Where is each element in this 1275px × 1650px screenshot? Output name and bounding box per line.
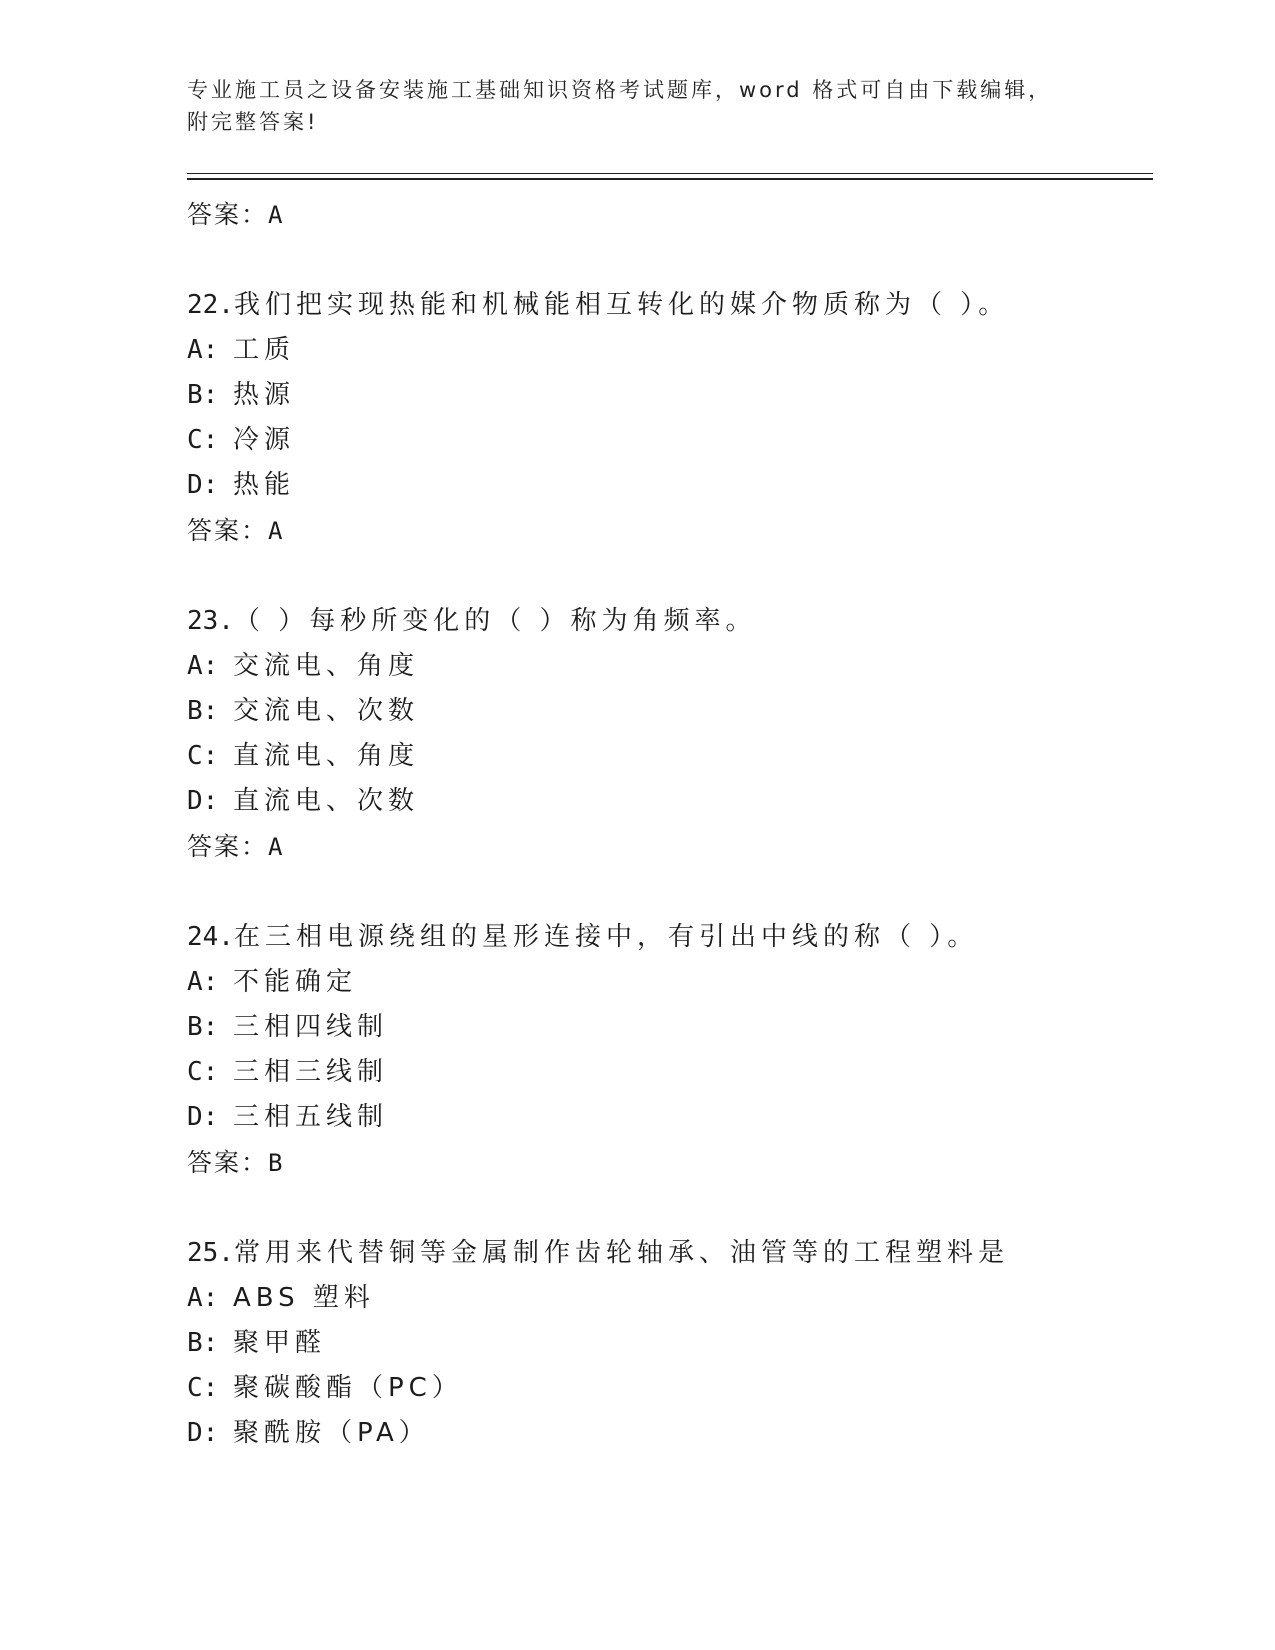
option-text: 热能 xyxy=(233,470,296,500)
option-key: B: xyxy=(187,1012,219,1042)
option-key: C: xyxy=(187,741,219,771)
question-title xyxy=(187,1231,1147,1276)
option-a xyxy=(187,960,1147,1005)
option-text: 不能确定 xyxy=(233,967,358,997)
option-c xyxy=(187,1050,1147,1095)
option-a xyxy=(187,328,1147,373)
question-text: 我们把实现热能和机械能相互转化的媒介物质称为（ ）。 xyxy=(233,290,1010,320)
option-text: 交流电、角度 xyxy=(233,651,420,681)
option-b xyxy=(187,689,1147,734)
option-key: D: xyxy=(187,470,219,500)
option-b xyxy=(187,1005,1147,1050)
option-text: 聚酰胺（PA） xyxy=(233,1418,430,1448)
option-key: B: xyxy=(187,380,219,410)
option-key: D: xyxy=(187,786,219,816)
answer-value: B xyxy=(268,1149,285,1177)
question-block xyxy=(187,283,1147,553)
header-line-2: 附完整答案! xyxy=(187,110,319,134)
question-text: 在三相电源绕组的星形连接中，有引出中线的称（ ）。 xyxy=(233,922,979,952)
option-key: A: xyxy=(187,651,219,681)
option-text: 直流电、次数 xyxy=(233,786,420,816)
answer-line xyxy=(187,1140,1147,1185)
option-text: 聚碳酸酯（PC） xyxy=(233,1373,463,1403)
option-d xyxy=(187,1411,1147,1456)
option-text: ABS 塑料 xyxy=(233,1283,375,1313)
option-c xyxy=(187,734,1147,779)
question-number: 24. xyxy=(187,922,234,952)
answer-label: 答案： xyxy=(187,516,269,545)
question-title xyxy=(187,599,1147,644)
question-number: 22. xyxy=(187,290,234,320)
answer-value: A xyxy=(268,201,285,229)
answer-line xyxy=(187,192,1147,237)
option-a xyxy=(187,644,1147,689)
option-c xyxy=(187,1366,1147,1411)
header-rule-thin xyxy=(187,173,1153,174)
answer-label: 答案： xyxy=(187,832,269,861)
option-d xyxy=(187,779,1147,824)
question-block xyxy=(187,915,1147,1185)
option-d xyxy=(187,463,1147,508)
answer-value: A xyxy=(268,833,285,861)
option-text: 三相五线制 xyxy=(233,1102,389,1132)
answer-label: 答案： xyxy=(187,1148,269,1177)
option-text: 热源 xyxy=(233,380,296,410)
option-text: 三相四线制 xyxy=(233,1012,389,1042)
question-title xyxy=(187,915,1147,960)
question-block xyxy=(187,599,1147,869)
option-c xyxy=(187,418,1147,463)
question-text: （ ）每秒所变化的（ ）称为角频率。 xyxy=(233,606,757,636)
option-key: B: xyxy=(187,1328,219,1358)
question-title xyxy=(187,283,1147,328)
option-text: 聚甲醛 xyxy=(233,1328,327,1358)
answer-line xyxy=(187,824,1147,869)
option-key: B: xyxy=(187,696,219,726)
header-rule-thick xyxy=(187,178,1153,180)
option-text: 三相三线制 xyxy=(233,1057,389,1087)
option-key: A: xyxy=(187,967,219,997)
answer-line xyxy=(187,508,1147,553)
option-text: 冷源 xyxy=(233,425,296,455)
document-header xyxy=(187,74,1087,138)
option-key: A: xyxy=(187,335,219,365)
option-key: C: xyxy=(187,1057,219,1087)
question-number: 23. xyxy=(187,606,234,636)
question-number: 25. xyxy=(187,1238,234,1268)
answer-label: 答案： xyxy=(187,200,269,229)
option-key: D: xyxy=(187,1102,219,1132)
option-b xyxy=(187,373,1147,418)
answer-value: A xyxy=(268,517,285,545)
question-list xyxy=(187,192,1147,1456)
option-a xyxy=(187,1276,1147,1321)
option-key: C: xyxy=(187,1373,219,1403)
option-d xyxy=(187,1095,1147,1140)
option-text: 工质 xyxy=(233,335,296,365)
option-text: 直流电、角度 xyxy=(233,741,420,771)
question-text: 常用来代替铜等金属制作齿轮轴承、油管等的工程塑料是 xyxy=(233,1238,1009,1268)
question-block xyxy=(187,1231,1147,1456)
option-key: A: xyxy=(187,1283,219,1313)
option-text: 交流电、次数 xyxy=(233,696,420,726)
header-line-1: 专业施工员之设备安装施工基础知识资格考试题库，word 格式可自由下载编辑， xyxy=(187,78,1053,102)
option-b xyxy=(187,1321,1147,1366)
option-key: D: xyxy=(187,1418,219,1448)
option-key: C: xyxy=(187,425,219,455)
